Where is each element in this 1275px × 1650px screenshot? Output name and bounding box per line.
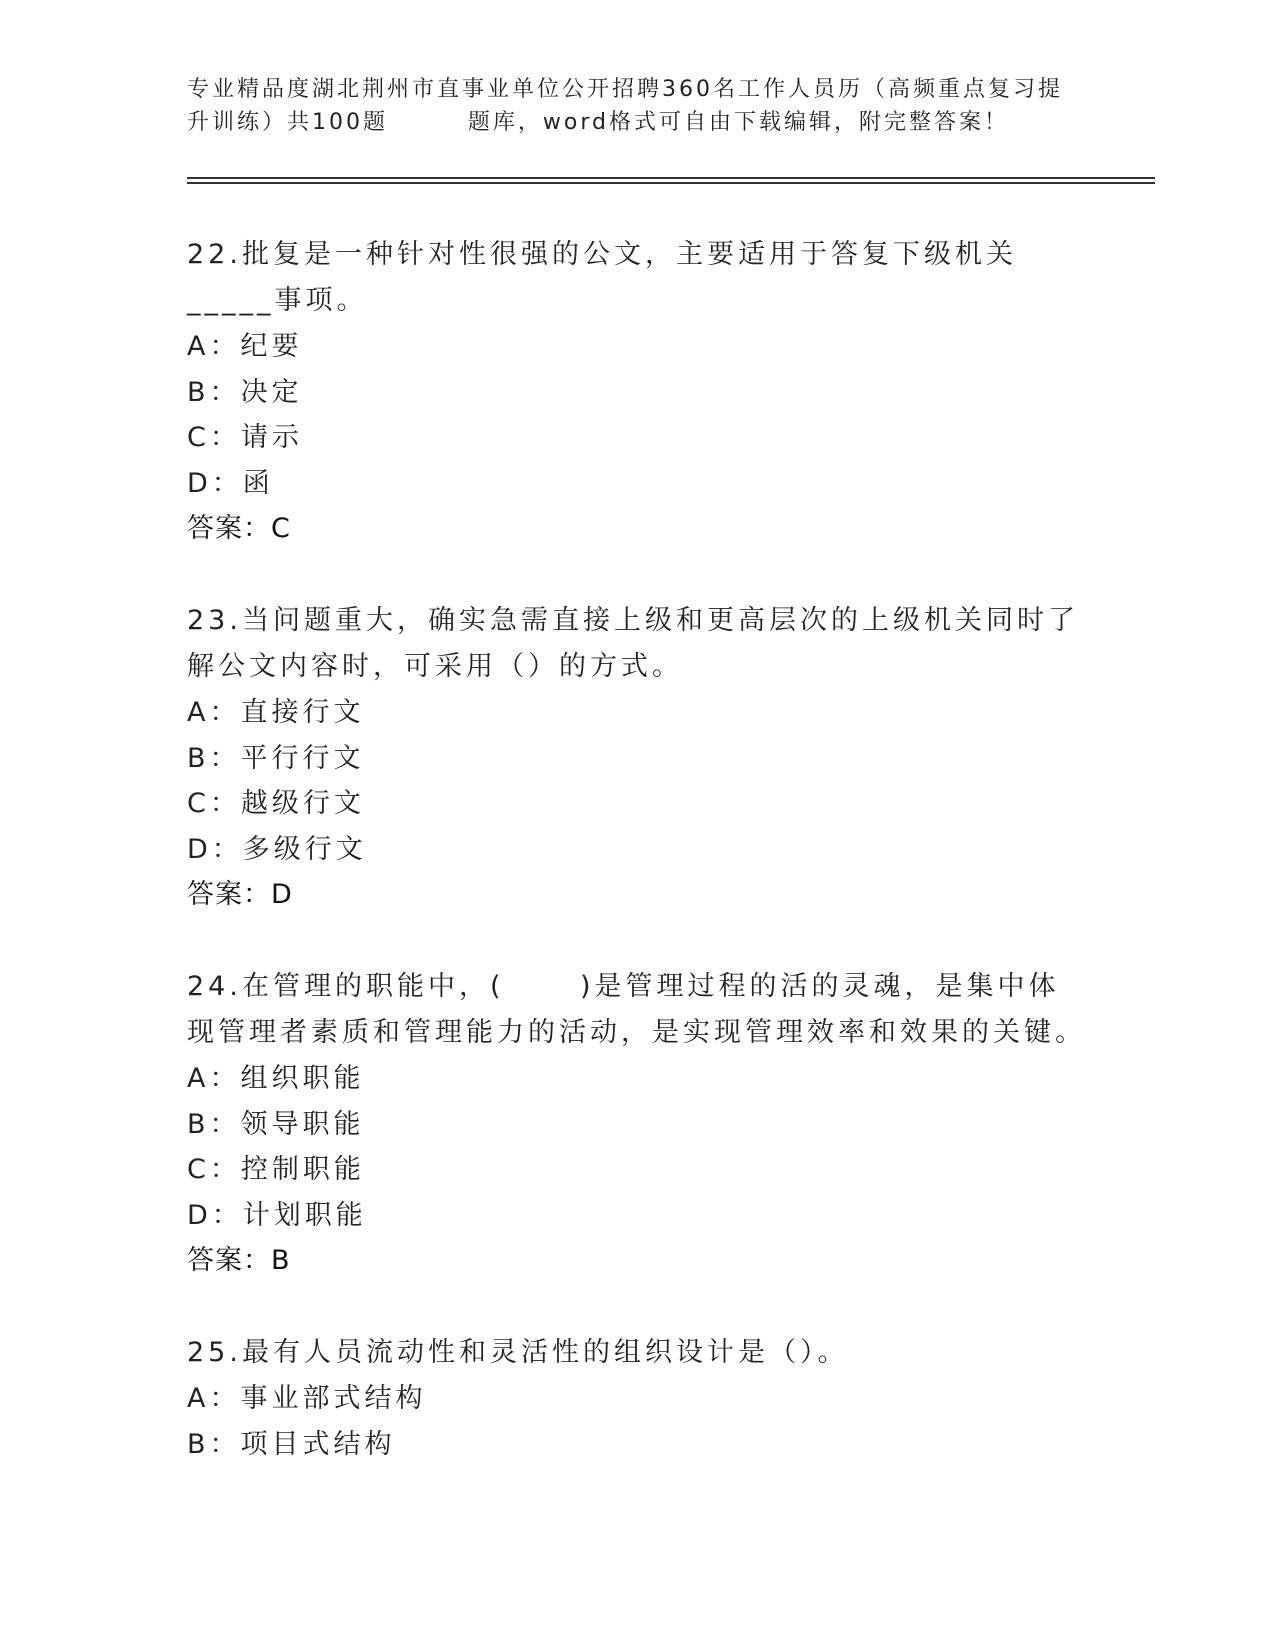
question-text: 23.当问题重大，确实急需直接上级和更高层次的上级机关同时了解公文内容时，可采用（）的方式。 <box>187 605 1079 682</box>
option-d: D：函 <box>187 467 274 499</box>
question-22 <box>187 232 1087 552</box>
question-text: 24.在管理的职能中，( )是管理过程的活的灵魂，是集中体现管理者素质和管理能力的活动，是实现管理效率和效果的关键。 <box>187 971 1086 1048</box>
header-divider-bottom <box>187 182 1155 184</box>
question-text: 22.批复是一种针对性很强的公文，主要适用于答复下级机关_____事项。 <box>187 239 1017 316</box>
question-23 <box>187 598 1087 918</box>
option-b: B：项目式结构 <box>187 1428 396 1460</box>
answer-label: 答案：B <box>187 1245 291 1276</box>
option-a: A：直接行文 <box>187 697 365 728</box>
question-24 <box>187 964 1087 1284</box>
option-a: A：事业部式结构 <box>187 1383 427 1414</box>
option-b: B：领导职能 <box>187 1108 365 1140</box>
question-25 <box>187 1330 1087 1467</box>
option-a: A：纪要 <box>187 331 303 362</box>
option-d: D：计划职能 <box>187 1199 367 1231</box>
header-divider-top <box>187 177 1155 179</box>
answer-label: 答案：C <box>187 513 291 544</box>
option-a: A：组织职能 <box>187 1063 365 1094</box>
question-text: 25.最有人员流动性和灵活性的组织设计是（）。 <box>187 1337 849 1368</box>
document-header: 专业精品度湖北荆州市直事业单位公开招聘360名工作人员历（高频重点复习提升训练）共100题 题库，word格式可自由下载编辑，附完整答案！ <box>187 77 1063 135</box>
question-list <box>187 232 1087 1513</box>
option-c: C：越级行文 <box>187 788 365 819</box>
answer-label: 答案：D <box>187 879 293 910</box>
option-c: C：控制职能 <box>187 1154 365 1185</box>
option-d: D：多级行文 <box>187 833 367 865</box>
option-b: B：平行行文 <box>187 742 365 774</box>
option-c: C：请示 <box>187 422 303 453</box>
option-b: B：决定 <box>187 376 303 408</box>
